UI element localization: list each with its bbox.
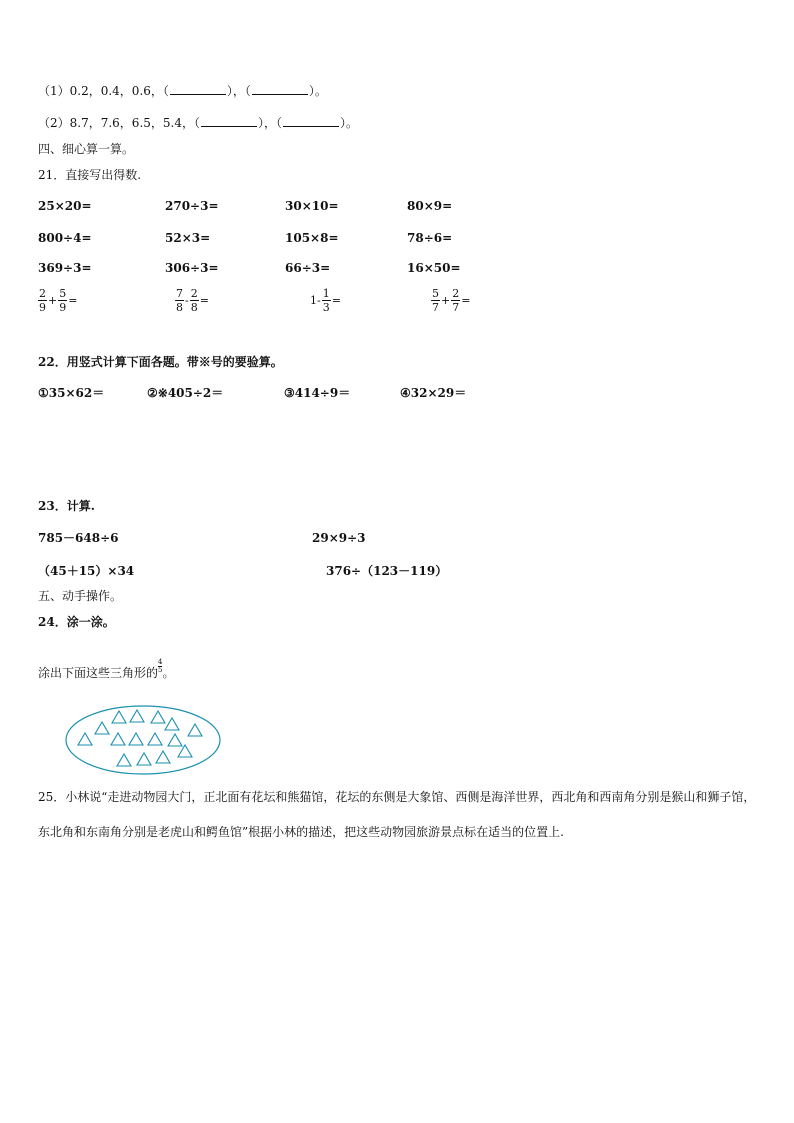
oral-item: 369÷3= <box>38 261 92 275</box>
oral-item: 66÷3= <box>285 261 331 275</box>
fraction-item: 1- $\frac{1}{3}$ = <box>310 287 341 314</box>
triangle-shape[interactable] <box>137 753 151 765</box>
calc-item: 29×9÷3 <box>312 531 366 545</box>
sequence-2-mid: ），（ <box>257 116 282 130</box>
sequence-1-mid: ），（ <box>226 84 251 98</box>
oral-item: 78÷6= <box>407 231 453 245</box>
question-25-text: 25．小林说“走进动物园大门，正北面有花坛和熊猫馆，花坛的东侧是大象馆、西侧是海洋世界，西北角和西南角分别是猴山和狮子馆，东北角和东南角分别是老虎山和鳄鱼馆”根据小林的描述，把这些动物园旅游景点标在适当的位置上. <box>38 790 756 839</box>
fraction: $\frac{2}{7}$ <box>452 287 460 314</box>
sequence-question-2 <box>38 115 358 131</box>
oral-item: 306÷3= <box>165 261 219 275</box>
triangle-shape[interactable] <box>112 711 126 723</box>
section-four-title: 四、细心算一算。 <box>38 142 135 156</box>
oral-item: 105×8= <box>285 231 339 245</box>
question-21-title: 21．直接写出得数. <box>38 168 142 182</box>
fraction: $\frac{5}{9}$ <box>59 287 67 314</box>
vertical-calc-item: ④32×29＝ <box>400 386 467 400</box>
vertical-calc-item: ①35×62＝ <box>38 386 105 400</box>
oral-item: 30×10= <box>285 199 339 213</box>
sequence-1-end: ）。 <box>308 84 327 98</box>
triangle-shape[interactable] <box>151 711 165 723</box>
answer-blank[interactable] <box>283 115 339 127</box>
triangle-shape[interactable] <box>148 733 162 745</box>
calc-item: （45＋15）×34 <box>38 564 135 578</box>
fraction-item: $\frac{2}{9}$ + $\frac{5}{9}$ = <box>39 287 78 314</box>
triangle-shape[interactable] <box>165 718 179 730</box>
answer-blank[interactable] <box>170 83 226 95</box>
triangle-shape[interactable] <box>117 754 131 766</box>
oral-item: 800÷4= <box>38 231 92 245</box>
sequence-2-label: （2）8.7，7.6，6.5，5.4，（ <box>38 116 200 130</box>
triangle-shape[interactable] <box>78 733 92 745</box>
fraction: $\frac{2}{9}$ <box>39 287 46 314</box>
calc-item: 785－648÷6 <box>38 531 119 545</box>
fraction: $\frac{2}{8}$ <box>190 287 198 314</box>
vertical-calc-item: ③414÷9＝ <box>284 386 351 400</box>
oral-item: 52×3= <box>165 231 211 245</box>
oral-item: 25×20= <box>38 199 92 213</box>
fraction-item: $\frac{5}{7}$ + $\frac{2}{7}$ = <box>432 287 471 314</box>
fraction: $\frac{7}{8}$ <box>176 287 183 314</box>
triangle-shape[interactable] <box>178 745 192 757</box>
section-five-title: 五、动手操作。 <box>38 589 123 603</box>
triangle-group-figure <box>64 703 224 778</box>
triangle-shape[interactable] <box>129 733 143 745</box>
triangle-shape[interactable] <box>130 710 144 722</box>
sequence-question-1 <box>38 83 327 99</box>
sequence-1-label: （1）0.2，0.4，0.6，（ <box>38 84 169 98</box>
question-23-title: 23．计算. <box>38 499 95 513</box>
triangle-shape[interactable] <box>168 734 182 746</box>
triangle-shape[interactable] <box>188 724 202 736</box>
question-24-title: 24．涂一涂。 <box>38 615 115 629</box>
fraction: $\frac{5}{7}$ <box>432 287 439 314</box>
answer-blank[interactable] <box>252 83 308 95</box>
oral-item: 270÷3= <box>165 199 219 213</box>
question-24-instruction: 涂出下面这些三角形的 $\frac{4}{5}$ 。 <box>38 658 175 680</box>
fraction-item: $\frac{7}{8}$ - $\frac{2}{8}$ = <box>176 287 209 314</box>
fraction: $\frac{1}{3}$ <box>322 287 330 314</box>
calc-item: 376÷（123－119） <box>326 564 448 578</box>
triangle-shape[interactable] <box>95 722 109 734</box>
answer-blank[interactable] <box>201 115 257 127</box>
oral-item: 16×50= <box>407 261 461 275</box>
vertical-calc-item: ②※405÷2＝ <box>147 386 224 400</box>
fraction: $\frac{4}{5}$ <box>158 658 163 674</box>
sequence-2-end: ）。 <box>340 116 359 130</box>
oral-item: 80×9= <box>407 199 453 213</box>
triangle-shape[interactable] <box>111 733 125 745</box>
question-22-title: 22．用竖式计算下面各题。带※号的要验算。 <box>38 355 283 369</box>
triangle-shape[interactable] <box>156 751 170 763</box>
